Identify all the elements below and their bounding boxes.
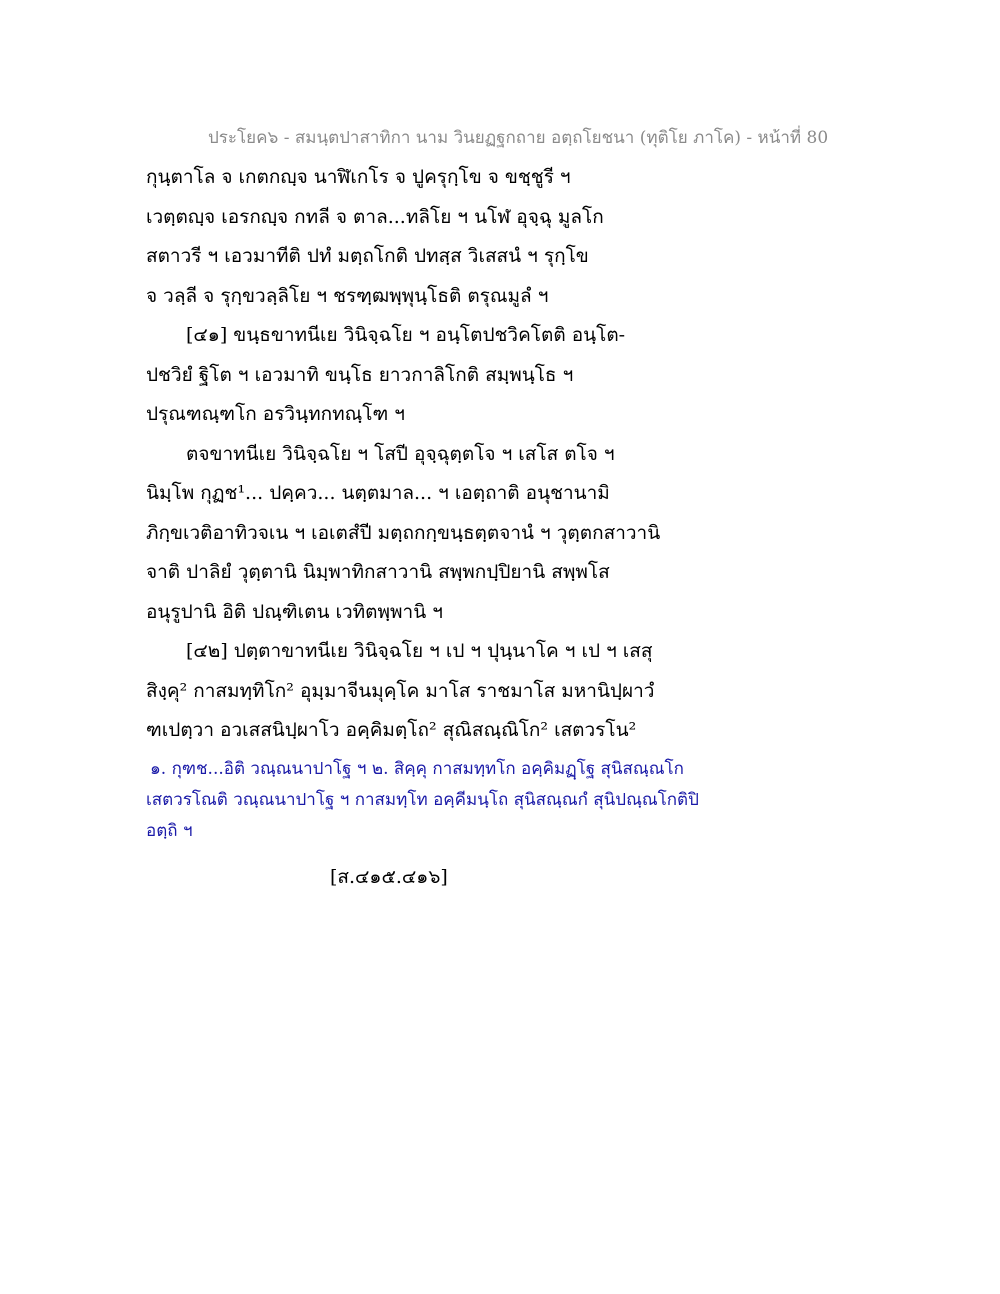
text-line: ปรุณฑณฺฑโก อรวินฺทกทณฺโฑ ฯ bbox=[146, 403, 405, 425]
paragraph-start-line: [๔๑] ขนฺธขาทนีเย วินิจฺฉโย ฯ อนฺโตปชวิคโตติ อนฺโต- bbox=[186, 324, 626, 346]
footnote-line: เสตวรโณติ วณฺณนาปาโฐ ฯ กาสมทฺโท อคฺคีมนฺโถ สุนิสณฺณกํ สุนิปณฺณโกติปิ bbox=[146, 790, 699, 810]
text-line: จาติ ปาลิยํ วุตฺตานิ นิมฺพาทิกสาวานิ สพฺพกปฺปิยานิ สพฺพโส bbox=[146, 561, 610, 583]
text-line: เวตฺตญฺจ เอรกญฺจ กทลี จ ตาล...ทลิโย ฯ นโฬ อุจฺฉุ มูลโก bbox=[146, 205, 604, 228]
text-line: กุนฺตาโล จ เกตกญฺจ นาฬิเกโร จ ปูครุกฺโข จ ขชฺชูรี ฯ bbox=[146, 166, 571, 188]
footnote-line: อตฺถิ ฯ bbox=[146, 821, 193, 841]
footnote-line: ๑. กุฑช...อิติ วณฺณนาปาโฐ ฯ ๒. สิคฺคุ กาสมทฺทโก อคฺคิมฏฺโฐ สุนิสณฺณโก bbox=[150, 759, 684, 779]
page-header: ประโยค๖ - สมนฺตปาสาทิกา นาม วินยฏฐกถาย อตฺถโยชนา (ทุติโย ภาโค) - หน้าที่ 80 bbox=[208, 128, 829, 148]
main-text bbox=[146, 158, 866, 751]
text-line: จ วลฺลี จ รุกฺขวลฺลิโย ฯ ชรฑฺฒพฺพุนฺโธติ ตรุณมูลํ ฯ bbox=[146, 284, 549, 307]
source-page-reference: [ส.๔๑๕.๔๑๖] bbox=[330, 866, 448, 888]
paragraph-start-line: ตจขาทนีเย วินิจฺฉโย ฯ โสปี อุจฺฉุตฺตโจ ฯ เสโส ตโจ ฯ bbox=[186, 442, 615, 465]
text-line: สิงฺคุ² กาสมทฺทิโก² อุมฺมาจีนมุคฺโค มาโส ราชมาโส มหานิปฺผาวํ bbox=[146, 679, 655, 702]
text-line: ปชวิยํ ฐิโต ฯ เอวมาทิ ขนฺโธ ยาวกาลิโกติ สมฺพนฺโธ ฯ bbox=[146, 363, 574, 386]
text-line: นิมฺโพ กุฏช¹... ปคฺคว... นตฺตมาล... ฯ เอตฺถาติ อนุชานามิ bbox=[146, 482, 610, 504]
paragraph-start-line: [๔๒] ปตฺตาขาทนีเย วินิจฺฉโย ฯ เป ฯ ปุนฺนาโค ฯ เป ฯ เสสุ bbox=[186, 640, 653, 662]
footnotes bbox=[146, 754, 866, 847]
text-line: ภิกฺขเวติอาทิวจเน ฯ เอเตสํปี มตฺถกกฺขนฺธตฺตจานํ ฯ วุตฺตกสาวานิ bbox=[146, 521, 661, 544]
text-line: อนุรูปานิ อิติ ปณฺฑิเตน เวทิตพฺพานิ ฯ bbox=[146, 600, 443, 623]
text-line: สตาวรี ฯ เอวมาทีติ ปทํ มตฺถโกติ ปทสฺส วิเสสนํ ฯ รุกฺโข bbox=[146, 245, 589, 267]
text-line: ฑเปตฺวา อวเสสนิปฺผาโว อคฺคิมตฺโถ² สุณิสณฺณิโก² เสตวรโน² bbox=[146, 719, 637, 741]
